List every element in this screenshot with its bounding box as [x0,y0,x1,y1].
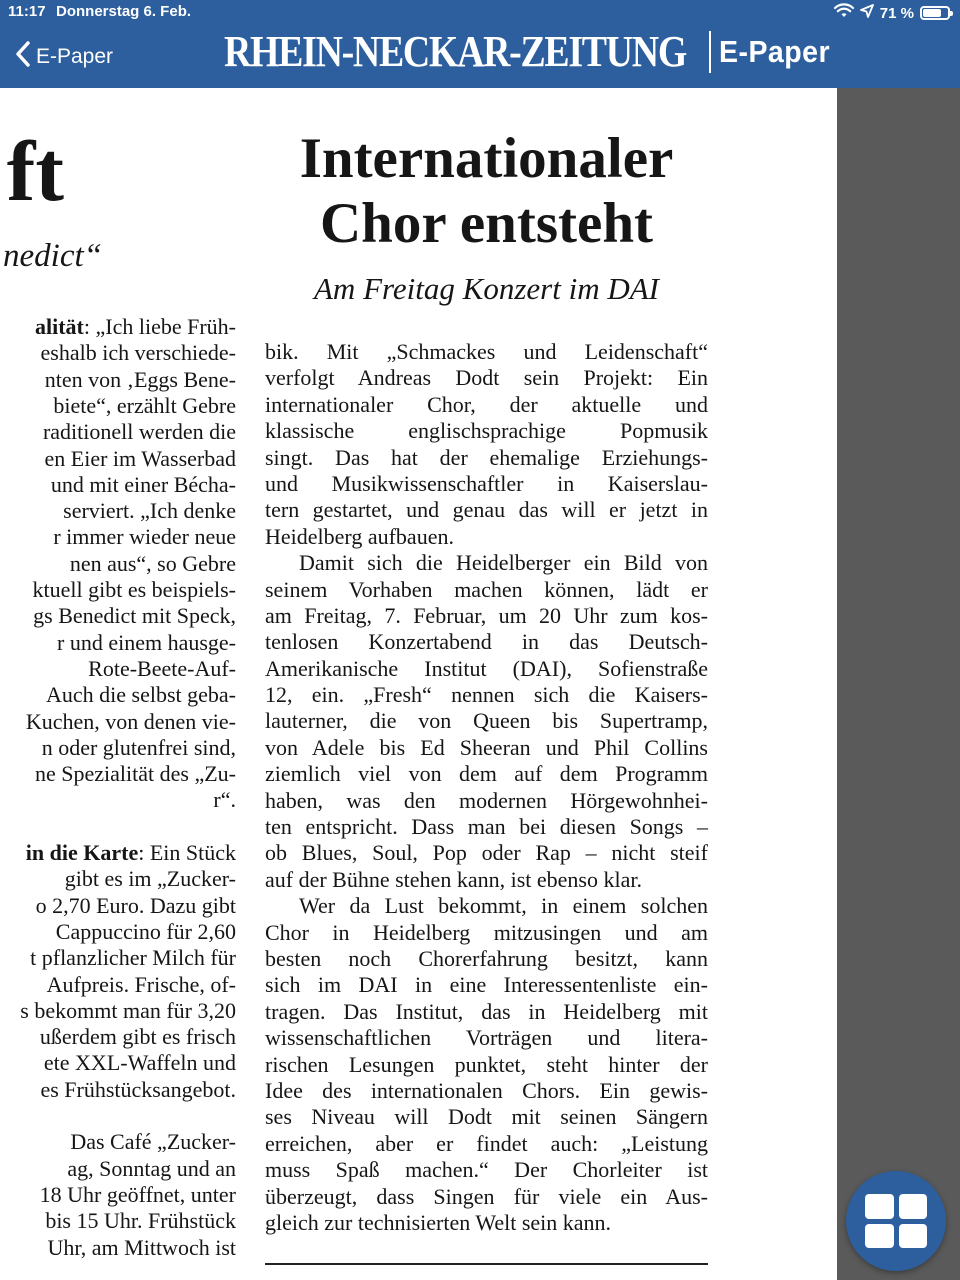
line-text: nten von ‚Eggs Bene- [44,366,236,392]
line-text: Rote-Beete-Auf- [88,655,236,681]
headline-line: Chor entsteht [319,192,653,255]
article-line: am Freitag, 7. Februar, um 20 Uhr zum kos- [265,602,708,628]
left-article-line [53,393,236,419]
line-text: eshalb ich verschiede- [40,340,236,366]
left-article-line [213,787,236,813]
line-text: ete XXL-Waffeln und [43,1050,236,1076]
line-text: o 2,70 Euro. Dazu gibt [35,892,236,918]
article-line: gleich zur technisierten Welt sein kann. [265,1209,612,1235]
left-article-line [70,1129,236,1155]
article-line: sich im DAI in eine Interessentenliste ein- [265,972,708,998]
article-line: erreichen, aber er findet auch: „Leistung [265,1130,708,1156]
page-overview-button[interactable] [846,1171,946,1271]
left-article-line [26,709,236,735]
article-headline [265,126,708,256]
article-subheadline: Am Freitag Konzert im DAI [314,271,659,306]
headline-line: Internationaler [299,127,674,190]
left-article-line [36,893,236,919]
line-text: n oder glutenfrei sind, [41,734,236,760]
page-gutter [837,88,960,1280]
line-text: Auch die selbst geba- [46,682,236,708]
article-line: Wer da Lust bekommt, in einem solchen [299,893,708,919]
battery-icon [920,6,950,20]
left-article-line [65,866,236,892]
back-label: E-Paper [36,44,114,68]
article-line: und Musikwissenschaftler in Kaiserslau- [265,470,708,496]
chevron-left-icon [14,40,32,73]
left-article-line [53,524,236,550]
left-article-line [67,1156,236,1182]
article-body [265,339,708,1236]
line-text: ag, Sonntag und an [67,1155,236,1181]
article-line: internationaler Chor, der aktuelle und [265,391,708,417]
status-time: 11:17 [8,3,46,20]
article-line: ten entspricht. Dass man bei diesen Songs – [265,814,708,840]
article-line: ses Niveau will Dodt mit seinen Sängern [265,1104,708,1130]
status-date: Donnerstag 6. Feb. [56,3,192,20]
left-article-line [41,340,236,366]
line-text: r“. [213,787,236,813]
article-line: lauterner, die von Queen bis Supertramp, [265,708,708,734]
line-text: es Frühstücksangebot. [40,1076,236,1102]
left-article-headline: ft [6,123,64,219]
article-line: haben, was den modernen Hörgewohnhei- [265,787,708,813]
article-line: ob Blues, Soul, Pop oder Rap – nicht steif [265,840,708,866]
line-text: bis 15 Uhr. Frühstück [45,1208,236,1234]
column-rule [265,1263,708,1265]
article-line: tenlosen Konzertabend in das Deutsch- [265,629,708,655]
article-line: ziemlich viel von dem auf dem Programm [265,761,708,787]
left-article-line [47,972,236,998]
left-article-line [47,1235,236,1261]
brand-separator [709,31,711,73]
article-line: besten noch Chorerfahrung besitzt, kann [265,945,708,971]
app-header [0,0,960,88]
grid-icon [865,1194,927,1248]
newspaper-page[interactable] [0,88,837,1280]
article-line: überzeugt, dass Singen für viele ein Aus- [265,1183,708,1209]
left-article-line [56,919,236,945]
left-article-line [45,446,236,472]
line-text: : Ein Stück [138,840,236,865]
left-article-line [35,314,236,340]
article-line: Amerikanische Institut (DAI), Sofienstraße [265,655,708,681]
left-article-line [63,498,236,524]
article-line: Idee des internationalen Chors. Ein gewis- [265,1077,708,1103]
line-text: : „Ich liebe Früh- [83,314,236,339]
battery-level [923,9,941,17]
brand-suffix: E-Paper [719,33,831,69]
left-article-line [57,630,236,656]
line-text: Das Café „Zucker- [70,1129,236,1155]
line-text: s bekommt man für 3,20 [20,997,236,1023]
line-text: Uhr, am Mittwoch ist [47,1234,236,1260]
left-article-line [40,1182,236,1208]
location-arrow-icon [860,4,874,22]
line-text: und mit einer Bécha- [50,471,236,497]
bold-lead-in: alität [35,314,84,339]
article-line: rischen Lesungen punktet, steht hinter der [265,1051,708,1077]
left-article-line [45,367,236,393]
line-text: r und einem hausge- [57,629,236,655]
line-text: ußerdem gibt es frisch [39,1024,236,1050]
status-indicators [834,3,950,23]
left-article-line [26,840,236,866]
line-text: gs Benedict mit Speck, [33,603,236,629]
line-text: 18 Uhr geöffnet, unter [39,1181,236,1207]
left-article-line [35,761,236,787]
line-text: biete“, erzählt Gebre [53,392,236,418]
line-text: ktuell gibt es beispiels- [32,577,236,602]
left-article-line [20,998,236,1024]
line-text: ne Spezialität des „Zu- [35,761,236,787]
line-text: serviert. „Ich denke [63,498,236,524]
left-article-line [44,1050,236,1076]
article-line: tern gestartet, und genau das will er jetzt in [265,497,708,523]
article-line: verfolgt Andreas Dodt sein Projekt: Ein [265,365,708,391]
battery-percent: 71 % [879,4,914,22]
article-line: bik. Mit „Schmackes und Leidenschaft“ [265,339,708,364]
left-article-line [33,603,236,629]
line-text: raditionell werden die [42,419,236,445]
line-text: nen aus“, so Gebre [69,550,236,576]
left-article-line [42,735,236,761]
article-line: Chor in Heidelberg mitzusingen und am [265,919,708,945]
back-button[interactable] [14,40,113,73]
bold-lead-in: in die Karte [25,840,139,865]
article-line: muss Spaß machen.“ Der Chorleiter ist [265,1157,708,1183]
left-article-line [46,682,236,708]
left-article-line [43,419,236,445]
article-line: klassische englischsprachige Popmusik [265,418,708,444]
article-line: wissenschaftlichen Vorträgen und litera- [265,1025,708,1051]
wifi-icon [834,3,854,23]
left-article-subhead: nedict“ [3,238,102,274]
left-article-line [51,472,236,498]
line-text: Cappuccino für 2,60 [55,918,236,944]
article-line: seinem Vorhaben machen können, lädt er [265,576,708,602]
left-article-line [30,945,236,971]
left-article-line [40,1024,236,1050]
article-line: auf der Bühne stehen kann, ist ebenso klar. [265,866,642,892]
line-text: r immer wieder neue [53,524,236,550]
line-text: en Eier im Wasserbad [44,445,236,471]
left-article-line [70,551,236,577]
article-line: tragen. Das Institut, das in Heidelberg mit [265,998,708,1024]
left-article-line [88,656,236,682]
left-article-line [40,1077,236,1103]
left-article-line [33,577,236,603]
line-text: Kuchen, von denen vie- [25,708,236,734]
article-line: Heidelberg aufbauen. [265,523,454,549]
article-line: 12, ein. „Fresh“ nennen sich die Kaisers- [265,682,708,708]
article-line: Damit sich die Heidelberger ein Bild von [299,550,708,576]
left-article-line [45,1208,236,1234]
article-line: singt. Das hat der ehemalige Erziehungs- [265,444,708,470]
left-article-fragment [0,88,236,1280]
brand-name: RHEIN-NECKAR-ZEITUNG [224,27,686,76]
line-text: gibt es im „Zucker- [64,866,236,892]
line-text: t pflanzlicher Milch für [30,945,236,971]
article-line: von Adele bis Ed Sheeran und Phil Collins [265,734,708,760]
line-text: Aufpreis. Frische, of- [46,971,236,997]
brand-logo [224,26,840,77]
